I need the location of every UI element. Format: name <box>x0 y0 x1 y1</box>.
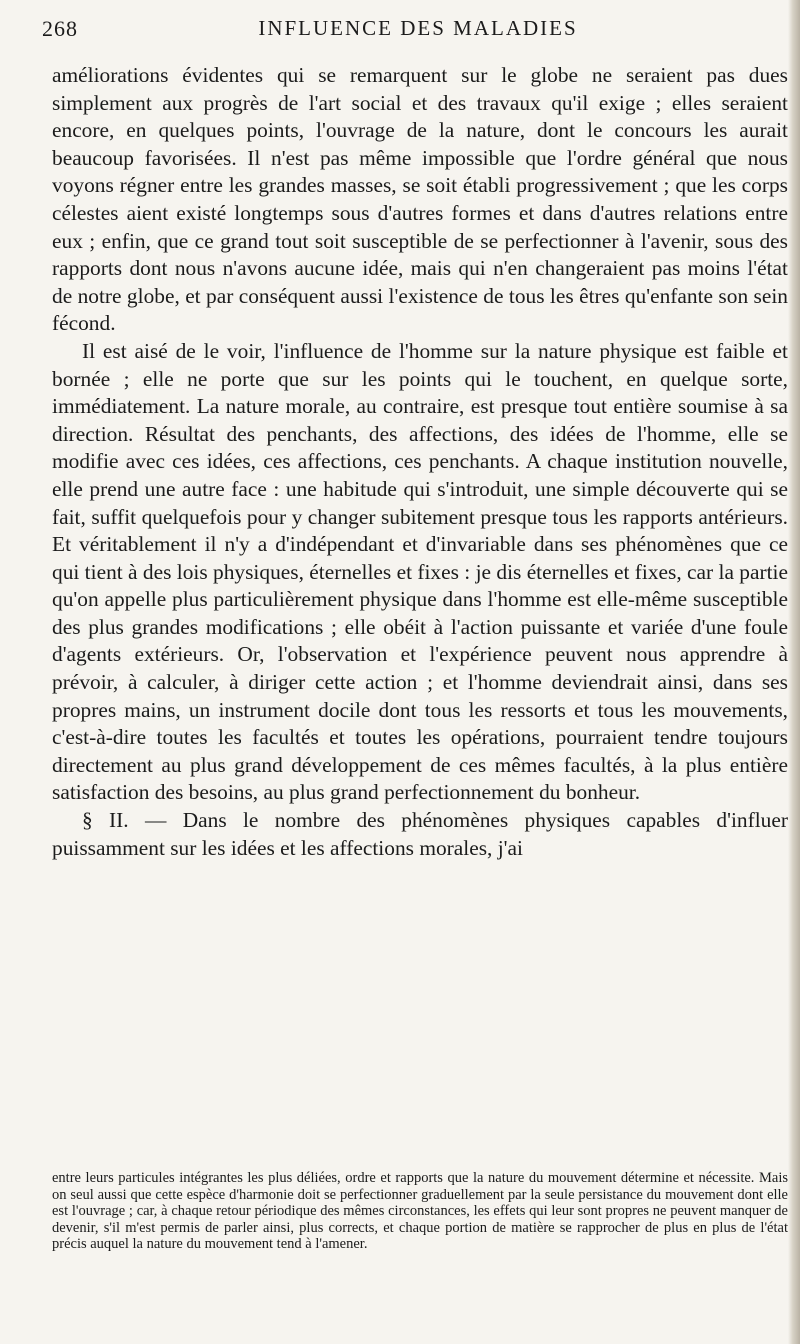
footnote: entre leurs particules intégrantes les plus déliées, ordre et rapports que la nature du mouvement détermine et nécessite. Mais on seul aussi que cette espèce d'harmonie doit se perfectionner graduellement par la seule persistance du mouvement dont elle est l'ouvrage ; car, à chaque retour périodique des mêmes circonstances, les effets qui leur sont propres ne peuvent manquer de devenir, s'il m'est permis de parler ainsi, plus corrects, et chaque portion de matière se rapprocher de plus en plus de l'état précis auquel la nature du mouvement tend à l'amener. <box>52 1170 788 1252</box>
section-paragraph: § II. — Dans le nombre des phénomènes physiques capables d'influer puissamment sur les idées et les affections morales, j'ai <box>52 808 788 860</box>
page-number: 268 <box>42 16 78 41</box>
paragraph: Il est aisé de le voir, l'influence de l'homme sur la nature physique est faible et bornée ; elle ne porte que sur les points qui le touchent, en quelque sorte, immédiatement. La nature morale, au contraire, est presque tout entière soumise à sa direction. Résultat des penchants, des affections, des idées de l'homme, elle se modifie avec ces idées, ces affections, ces penchants. A chaque institution nouvelle, elle prend une autre face : une habitude qui s'introduit, une simple découverte qui se fait, suffit quelquefois pour y changer subitement presque tous les rapports antérieurs. Et véritablement il n'y a d'indépendant et d'invariable dans ses phénomènes que ce qui tient à des lois physiques, éternelles et fixes : je dis éternelles et fixes, car la partie qu'on appelle plus particulièrement physique dans l'homme est elle-même susceptible des plus grandes modifications ; elle obéit à l'action puissante et variée d'une foule d'agents extérieurs. Or, l'observation et l'expérience peuvent nous apprendre à prévoir, à calculer, à diriger cette action ; et l'homme deviendrait ainsi, dans ses propres mains, un instrument docile dont tous les ressorts et tous les mouvements, c'est-à-dire toutes les facultés et toutes les opérations, pourraient tendre toujours directement au plus grand développement de ces mêmes facultés, à la plus entière satisfaction des besoins, au plus grand perfectionnement du bonheur. <box>52 338 788 805</box>
page-header <box>42 10 754 46</box>
running-head: INFLUENCE DES MALADIES <box>258 16 578 40</box>
paragraph: améliorations évidentes qui se remarquent sur le globe ne seraient pas dues simplement aux progrès de l'art social et des travaux qu'il exige ; elles seraient encore, en quelques points, l'ouvrage de la nature, dont le concours les aurait beaucoup favorisées. Il n'est pas même impossible que l'ordre général que nous voyons régner entre les grandes masses, se soit établi progressivement ; que les corps célestes aient existé longtemps sous d'autres formes et dans d'autres relations entre eux ; enfin, que ce grand tout soit susceptible de se perfectionner à l'avenir, sous des rapports dont nous n'avons aucune idée, mais qui n'en changeraient pas moins l'état de notre globe, et par conséquent aussi l'existence de tous les êtres qu'enfante son sein fécond. <box>52 63 788 336</box>
page-edge <box>788 0 800 1344</box>
body-text <box>52 62 788 862</box>
